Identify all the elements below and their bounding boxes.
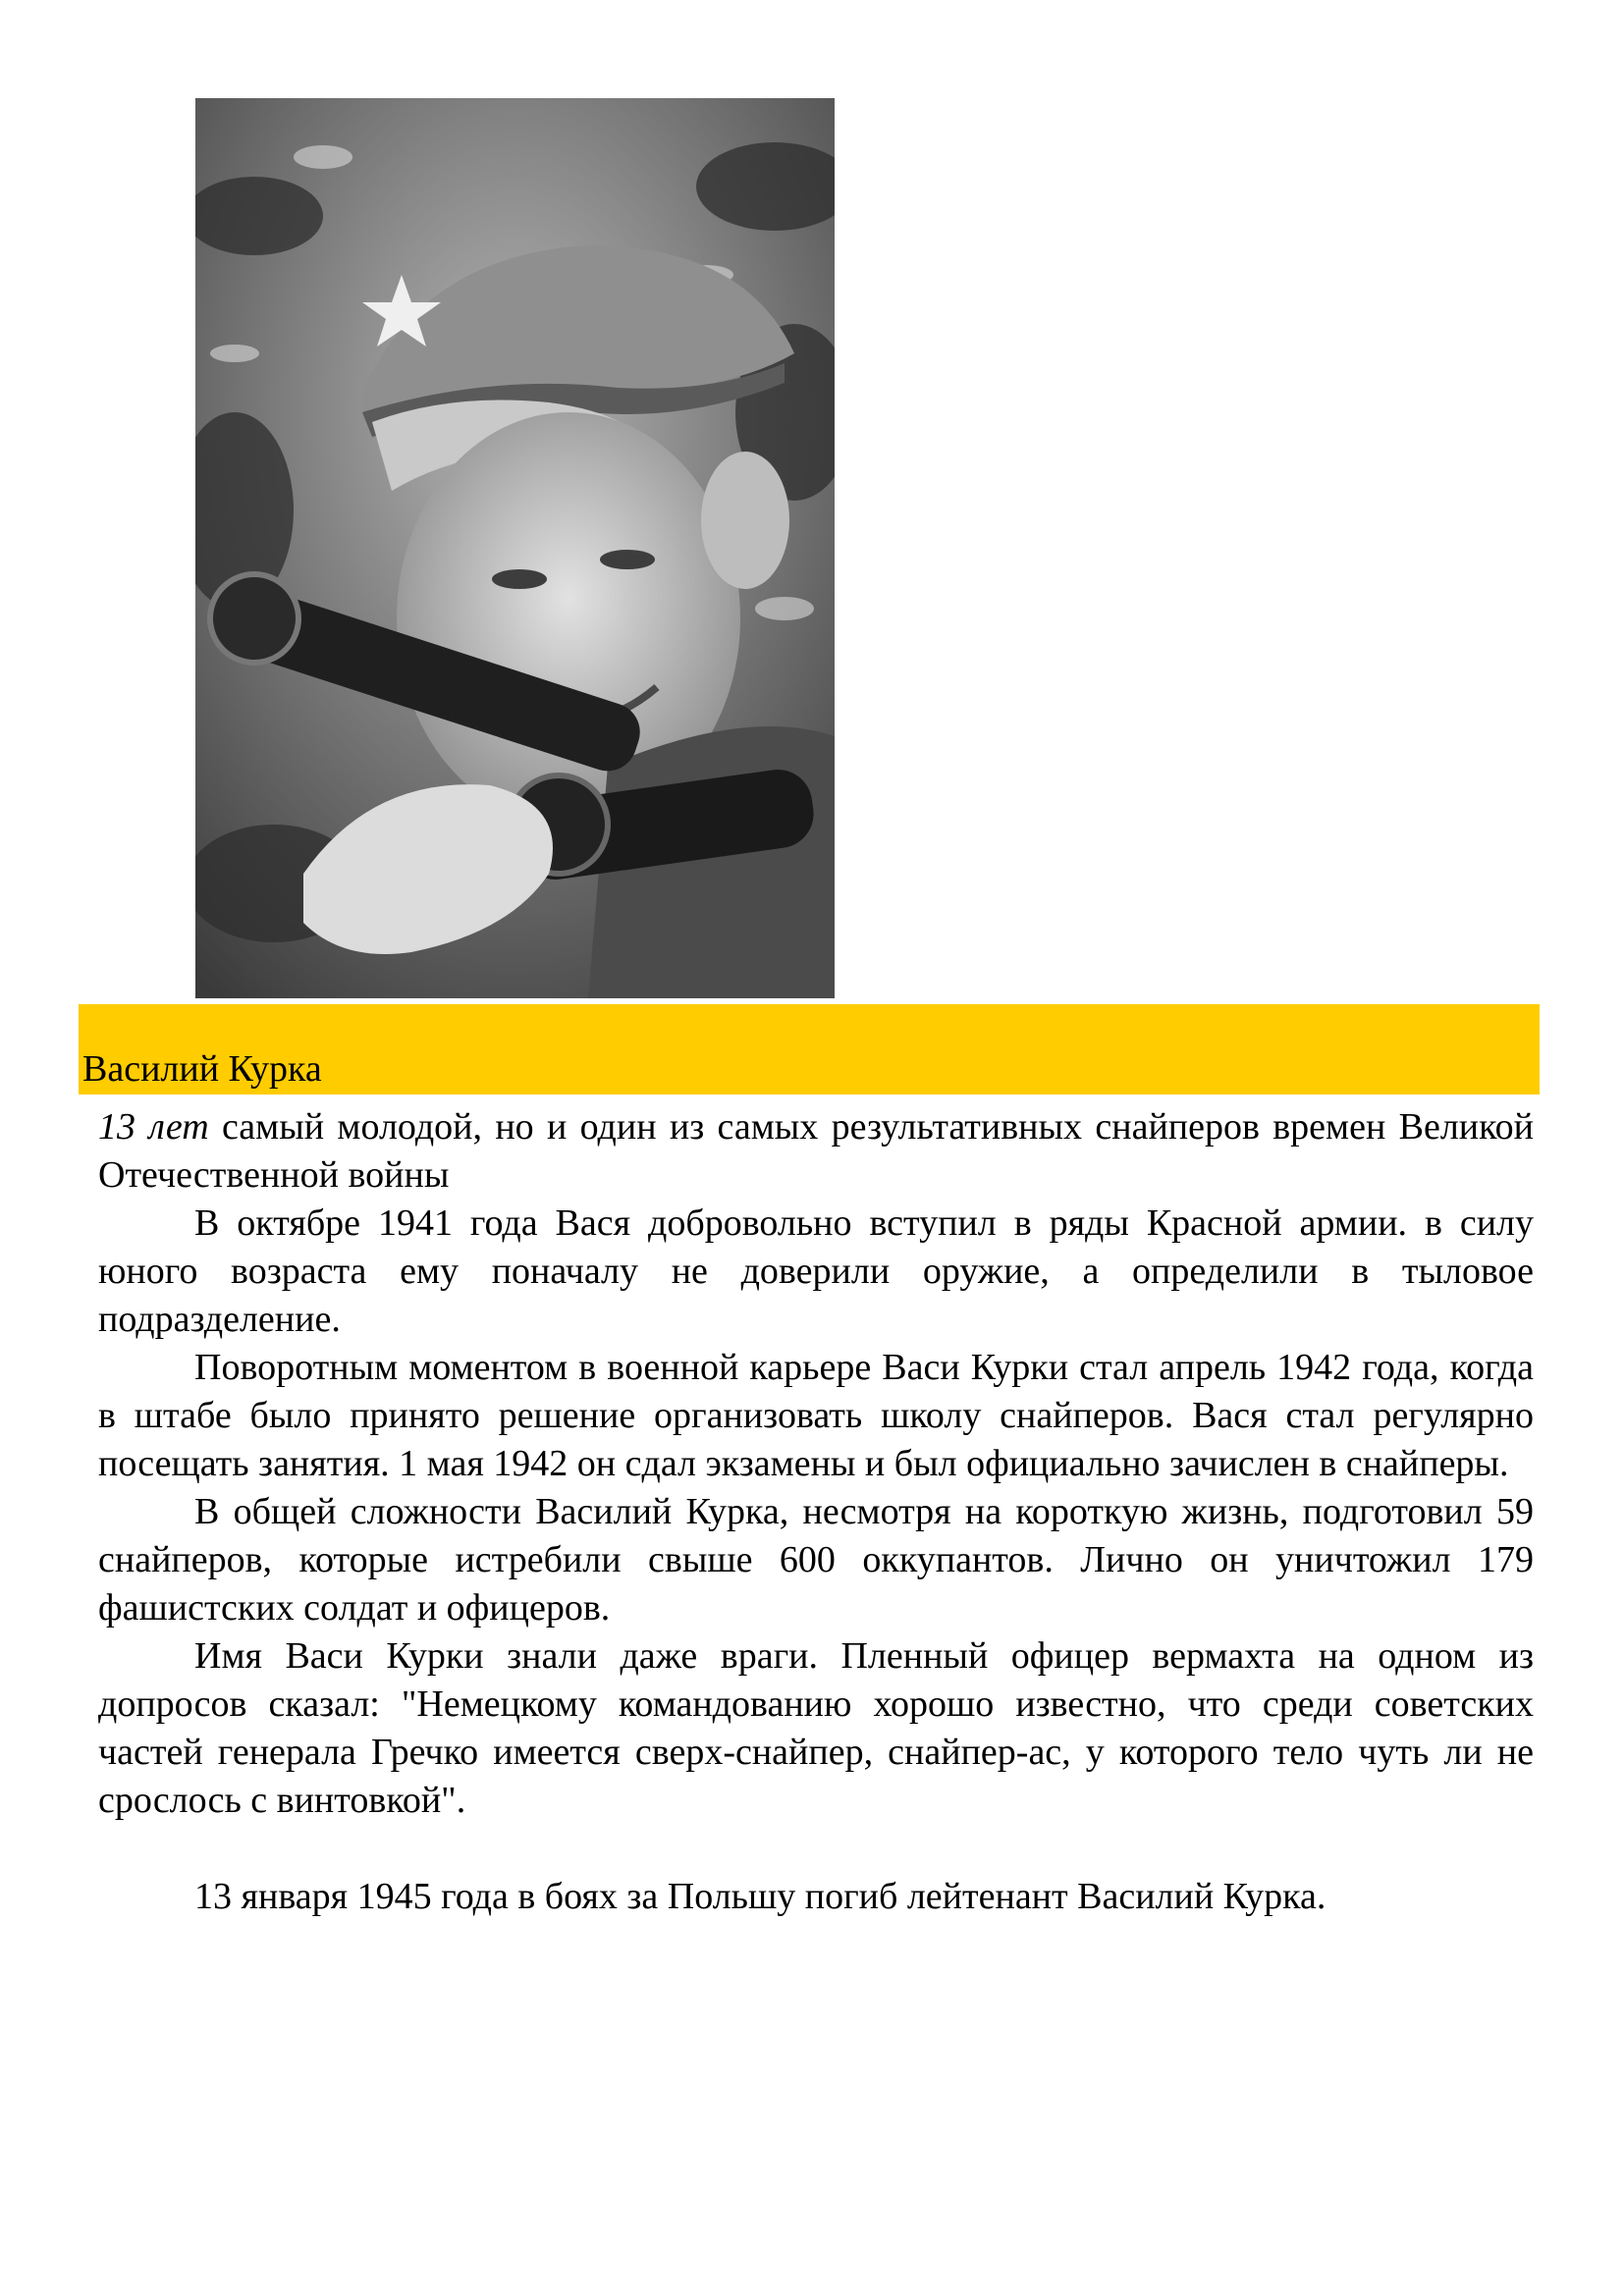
portrait-photo <box>195 98 835 998</box>
portrait-photo-icon <box>195 98 835 998</box>
intro-text: самый молодой, но и один из самых результативных снайперов времен Великой Отечественной войны <box>98 1106 1535 1196</box>
title-band <box>79 1004 1540 1095</box>
closing-paragraph: 13 января 1945 года в боях за Польшу погиб лейтенант Василий Курка. <box>194 1876 1326 1917</box>
paragraph-gap <box>98 1825 1534 1873</box>
article-body <box>98 1103 1534 1921</box>
age-text: 13 лет <box>98 1106 209 1148</box>
page-title: Василий Курка <box>82 1048 322 1090</box>
paragraph-2: Поворотным моментом в военной карьере Васи Курки стал апрель 1942 года, когда в штабе было принято решение организовать школу снайперов. Вася стал регулярно посещать занятия. 1 мая 1942 он сдал экзамены и был официально зачислен в снайперы. <box>98 1347 1534 1484</box>
intro-paragraph <box>98 1103 1534 1200</box>
paragraph-3: В общей сложности Василий Курка, несмотря на короткую жизнь, подготовил 59 снайперов, которые истребили свыше 600 оккупантов. Лично он уничтожил 179 фашистских солдат и офицеров. <box>98 1491 1534 1629</box>
paragraph-1: В октябре 1941 года Вася добровольно вступил в ряды Красной армии. в силу юного возраста ему поначалу не доверили оружие, а определили в тыловое подразделение. <box>98 1202 1534 1340</box>
paragraph-4: Имя Васи Курки знали даже враги. Пленный офицер вермахта на одном из допросов сказал: "Немецкому командованию хорошо известно, что среди советских частей генерала Гречко имеется сверх-снайпер, снайпер-ас, у которого тело чуть ли не срослось с винтовкой". <box>98 1635 1534 1821</box>
